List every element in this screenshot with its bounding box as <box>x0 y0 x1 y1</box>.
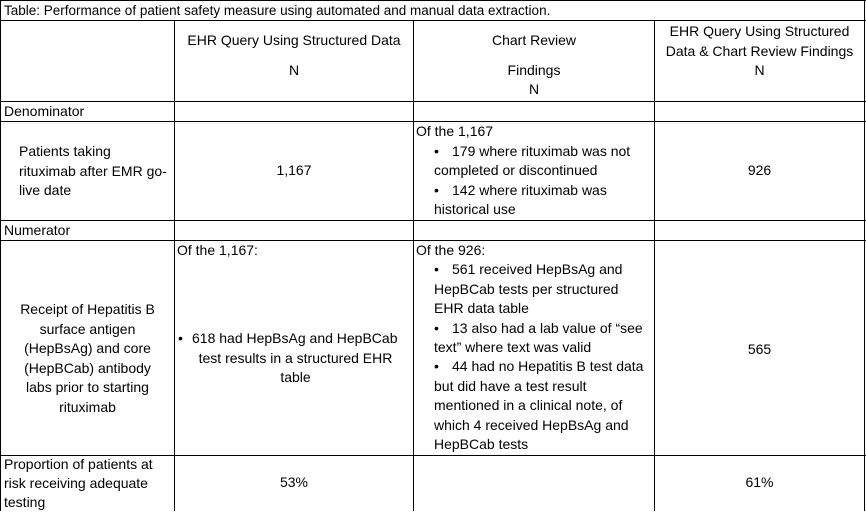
bullet-text: 13 also had a lab value of “see <box>452 319 643 336</box>
row-label-line: risk receiving adequate <box>4 475 148 491</box>
header-ehr-query-n: N <box>288 61 300 78</box>
row-label-line: labs prior to starting <box>26 379 149 395</box>
bullet-icon: • <box>434 358 439 375</box>
bullet-text: completed or discontinued <box>434 162 598 178</box>
numerator-ehr-bullet <box>178 329 413 388</box>
list-item <box>178 329 413 349</box>
table-caption: Table: Performance of patient safety measure using automated and manual data extraction. <box>4 3 551 18</box>
header-chart-review-title: Chart Review <box>491 32 577 48</box>
bullet-text: 142 where rituximab was <box>452 181 607 198</box>
row-label-line: (HepBCab) antibody <box>24 359 151 376</box>
bullet-icon: • <box>434 319 439 336</box>
table-border-left <box>0 0 1 511</box>
numerator-ehr-intro: Of the 1,167: <box>177 242 258 258</box>
bullet-text: HepBCab tests per structured <box>434 280 619 297</box>
bullet-text: historical use <box>434 201 516 217</box>
row-label-line: Receipt of Hepatitis B <box>20 301 155 317</box>
list-item <box>416 319 654 338</box>
row-label-line: testing <box>4 494 46 510</box>
table-border-right <box>864 0 865 511</box>
row-divider <box>0 20 866 21</box>
header-ehr-query-title: EHR Query Using Structured Data <box>187 32 401 48</box>
header-ehr-query <box>175 31 413 80</box>
column-divider <box>174 20 175 511</box>
list-item <box>416 260 654 279</box>
bullet-text: EHR data table <box>434 300 529 317</box>
bullet-text: mentioned in a clinical note, of <box>434 397 623 414</box>
bullet-text: 44 had no Hepatitis B test data <box>452 358 644 375</box>
list-item <box>416 357 654 376</box>
bullet-icon: • <box>434 142 439 159</box>
bullet-text: but did have a test result <box>434 377 587 394</box>
numerator-combined-value: 565 <box>747 341 772 357</box>
header-combined-line2: Data & Chart Review Findings <box>665 42 854 59</box>
list-item <box>416 181 654 201</box>
bullet-text: table <box>280 369 311 385</box>
denominator-chart-review <box>416 122 654 220</box>
column-divider <box>654 20 655 511</box>
bullet-text: 179 where rituximab was not <box>452 142 631 159</box>
row-label-patients-taking-rituximab <box>19 142 175 201</box>
bullet-icon: • <box>178 330 183 346</box>
numerator-chart-review <box>416 241 654 454</box>
denominator-ehr-value: 1,167 <box>276 162 312 178</box>
denominator-combined-value: 926 <box>747 162 772 178</box>
section-label-numerator: Numerator <box>4 222 71 238</box>
row-label-line: live date <box>19 182 72 198</box>
row-label-line: Patients taking <box>19 143 111 159</box>
numerator-chart-intro: Of the 926: <box>416 242 486 258</box>
bullet-text: 561 received HepBsAg and <box>452 261 623 278</box>
row-label-line: rituximab <box>59 398 116 415</box>
row-label-hepatitis-b-labs <box>1 300 174 417</box>
row-label-proportion <box>4 455 174 512</box>
list-item <box>416 142 654 162</box>
bullet-text: text” where text was valid <box>434 339 592 356</box>
table-border-top <box>0 0 866 1</box>
row-label-line: surface antigen <box>39 320 136 337</box>
row-label-line: rituximab after EMR go- <box>19 162 167 179</box>
header-combined <box>655 22 864 81</box>
header-chart-review-findings: Findings <box>507 61 561 78</box>
bullet-text: 618 had HepBsAg and HepBCab <box>192 330 398 346</box>
bullet-text: which 4 received HepBsAg and <box>434 416 629 433</box>
proportion-ehr-value: 53% <box>279 474 309 490</box>
bullet-icon: • <box>434 181 439 198</box>
bullet-text: test results in a structured EHR <box>198 349 393 366</box>
denominator-chart-intro: Of the 1,167 <box>416 123 494 139</box>
header-combined-n: N <box>754 62 765 78</box>
header-chart-review <box>414 31 654 100</box>
bullet-icon: • <box>434 261 439 278</box>
header-combined-line1: EHR Query Using Structured <box>669 23 850 39</box>
header-chart-review-n: N <box>528 81 540 97</box>
section-label-denominator: Denominator <box>4 103 85 119</box>
row-label-line: Proportion of patients at <box>4 456 153 472</box>
bullet-text: HepBCab tests <box>434 436 529 453</box>
proportion-combined-value: 61% <box>745 474 774 490</box>
row-label-line: (HepBsAg) and core <box>24 340 151 356</box>
